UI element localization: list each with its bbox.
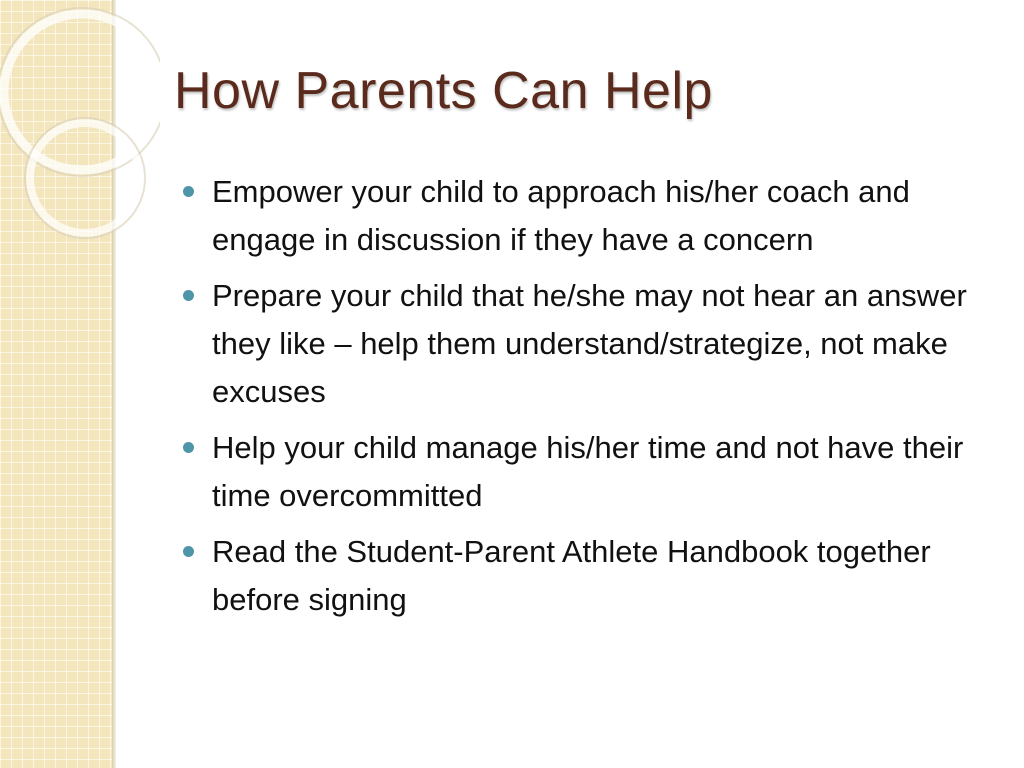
bullet-dot-icon <box>183 546 194 557</box>
bullet-text: Empower your child to approach his/her coach and engage in discussion if they have a concern <box>212 174 910 257</box>
bullet-item <box>212 424 1002 520</box>
bullet-dot-icon <box>183 290 194 301</box>
slide-title: How Parents Can Help <box>174 62 713 120</box>
bullet-dot-icon <box>183 442 194 453</box>
small-ring-shape <box>30 123 140 233</box>
bullet-text: Read the Student-Parent Athlete Handbook together before signing <box>212 534 931 617</box>
bullet-item <box>212 168 1002 264</box>
decorative-rings <box>0 0 160 260</box>
small-ring-shadow <box>25 118 145 238</box>
bullet-item <box>212 272 1002 416</box>
bullet-item <box>212 528 1002 624</box>
bullet-text: Prepare your child that he/she may not hear an answer they like – help them understand/strategize, not make excuses <box>212 278 967 409</box>
bullet-list <box>212 168 1002 632</box>
bullet-text: Help your child manage his/her time and not have their time overcommitted <box>212 430 964 513</box>
bullet-dot-icon <box>183 186 194 197</box>
